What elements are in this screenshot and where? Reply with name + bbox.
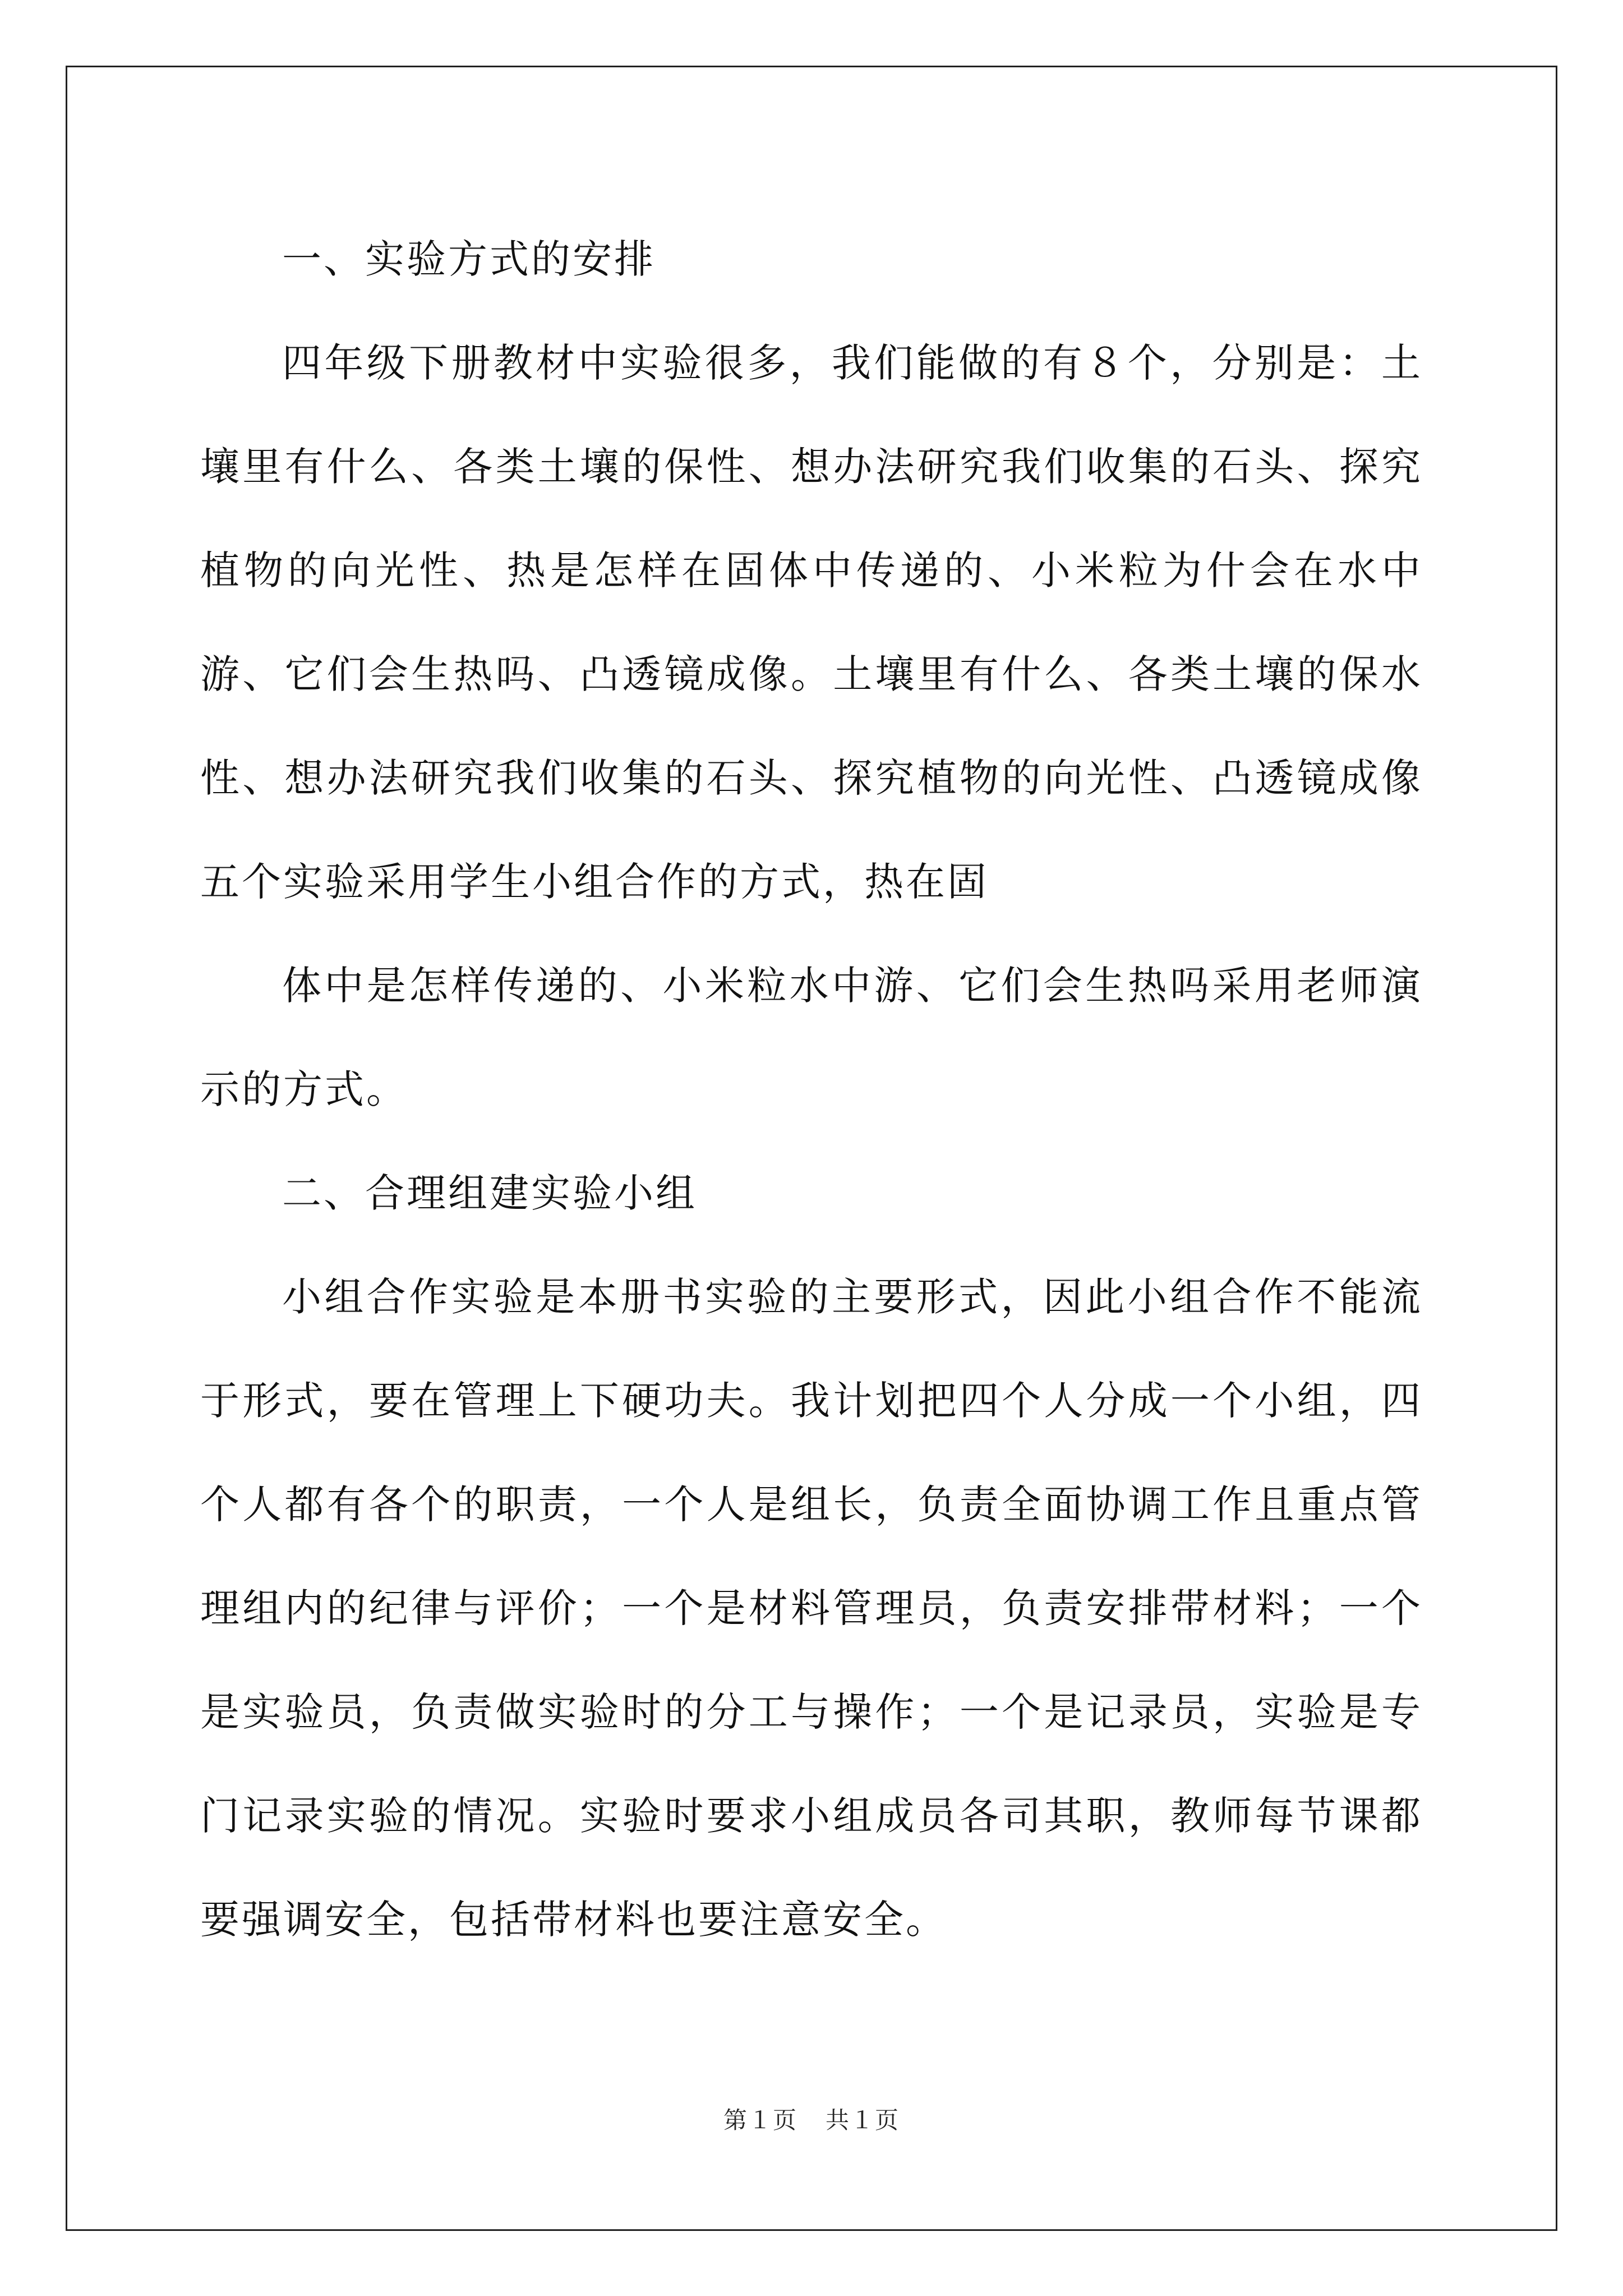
section-1-heading: 一、实验方式的安排 (282, 236, 656, 282)
page-footer (0, 2104, 1623, 2137)
document-body (200, 208, 1423, 1972)
section-2-paragraph-1: 小组合作实验是本册书实验的主要形式，因此小组合作不能流于形式，要在管理上下硬功夫。我计划把四个人分成一个小组，四个人都有各个的职责，一个人是组长，负责全面协调工作且重点管理组内的纪律与评价；一个是材料管理员，负责安排带材料；一个是实验员，负责做实验时的分工与操作；一个是记录员，实验是专门记录实验的情况。实验时要求小组成员各司其职，教师每节课都要强调安全，包括带材料也要注意安全。 (200, 1274, 1423, 1943)
section-1-paragraph-2: 体中是怎样传递的、小米粒水中游、它们会生热吗采用老师演示的方式。 (200, 963, 1423, 1112)
section-1-paragraph-1: 四年级下册教材中实验很多，我们能做的有８个，分别是：土壤里有什么、各类土壤的保性、想办法研究我们收集的石头、探究植物的向光性、热是怎样在固体中传递的、小米粒为什会在水中游、它们会生热吗、凸透镜成像。土壤里有什么、各类土壤的保水性、想办法研究我们收集的石头、探究植物的向光性、凸透镜成像五个实验采用学生小组合作的方式，热在固 (200, 340, 1423, 905)
page-number-total: 共１页 (826, 2106, 900, 2134)
section-2-heading: 二、合理组建实验小组 (282, 1170, 697, 1216)
page-number-current: 第１页 (723, 2106, 797, 2134)
